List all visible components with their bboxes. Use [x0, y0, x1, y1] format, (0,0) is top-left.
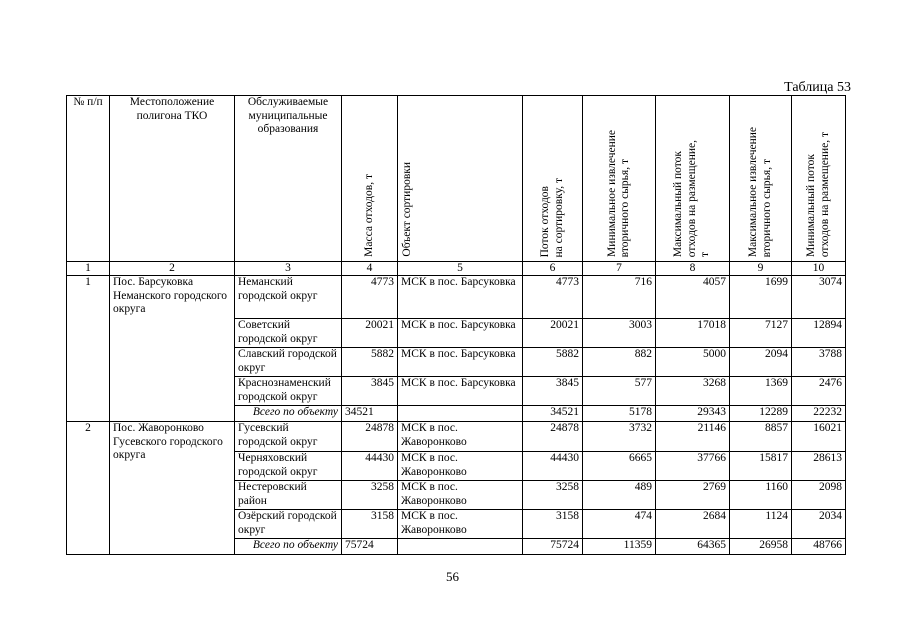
header-number: № п/п: [67, 96, 110, 262]
max-disposal-flow: 2684: [656, 510, 730, 539]
waste-mass: 20021: [342, 319, 398, 348]
municipality: Советский городской округ: [235, 319, 342, 348]
max-extraction: 7127: [730, 319, 792, 348]
min-disposal-flow: 3788: [792, 348, 846, 377]
max-extraction: 15817: [730, 452, 792, 481]
column-number: 6: [523, 262, 583, 276]
total-max-extraction: 12289: [730, 406, 792, 422]
total-label: Всего по объекту: [235, 539, 342, 555]
header-line: Максимальное извлечение: [747, 126, 759, 257]
municipality: Краснознаменский городской округ: [235, 377, 342, 406]
max-extraction: 1124: [730, 510, 792, 539]
header-municipalities: Обслуживаемые муниципальные образования: [235, 96, 342, 262]
sorting-facility: МСК в пос. Жаворонково: [398, 422, 523, 452]
header-min-extraction: [583, 96, 656, 262]
header-min-disposal-flow: [792, 96, 846, 262]
max-disposal-flow: 37766: [656, 452, 730, 481]
column-number: 9: [730, 262, 792, 276]
total-sorting-flow: 34521: [523, 406, 583, 422]
sorting-facility: МСК в пос. Жаворонково: [398, 510, 523, 539]
sorting-flow: 3845: [523, 377, 583, 406]
max-disposal-flow: 3268: [656, 377, 730, 406]
max-extraction: 1160: [730, 481, 792, 510]
header-line: Минимальный поток: [805, 154, 817, 257]
header-line: т: [699, 251, 712, 257]
total-empty-cell: [398, 539, 523, 555]
sorting-facility: МСК в пос. Барсуковка: [398, 276, 523, 319]
header-line: вторичного сырья, т: [619, 158, 631, 257]
header-waste-mass: [342, 96, 398, 262]
header-line: Поток отходов: [539, 185, 551, 257]
table-row: [67, 422, 846, 452]
municipality: Славский городской округ: [235, 348, 342, 377]
total-min-extraction: 11359: [583, 539, 656, 555]
max-disposal-flow: 2769: [656, 481, 730, 510]
row-number: 1: [67, 276, 110, 422]
min-disposal-flow: 28613: [792, 452, 846, 481]
municipality: Озёрский городской округ: [235, 510, 342, 539]
total-max-extraction: 26958: [730, 539, 792, 555]
total-waste-mass: 75724: [342, 539, 398, 555]
table-row: [67, 276, 846, 319]
sorting-flow: 20021: [523, 319, 583, 348]
header-sorting-facility: [398, 96, 523, 262]
sorting-flow: 4773: [523, 276, 583, 319]
header-sorting-facility-text: Объект сортировки: [401, 162, 413, 257]
total-max-disposal-flow: 64365: [656, 539, 730, 555]
column-number: 1: [67, 262, 110, 276]
waste-mass: 3158: [342, 510, 398, 539]
table-caption: Таблица 53: [784, 80, 851, 95]
min-extraction: 882: [583, 348, 656, 377]
min-disposal-flow: 2098: [792, 481, 846, 510]
sorting-facility: МСК в пос. Жаворонково: [398, 452, 523, 481]
header-line: отходов на размещение, т: [818, 131, 831, 257]
column-number: 10: [792, 262, 846, 276]
min-disposal-flow: 16021: [792, 422, 846, 452]
min-disposal-flow: 12894: [792, 319, 846, 348]
total-min-extraction: 5178: [583, 406, 656, 422]
total-empty-cell: [398, 406, 523, 422]
waste-mass: 5882: [342, 348, 398, 377]
min-disposal-flow: 2034: [792, 510, 846, 539]
waste-mass: 4773: [342, 276, 398, 319]
total-min-disposal-flow: 22232: [792, 406, 846, 422]
sorting-flow: 3258: [523, 481, 583, 510]
header-line: Минимальное извлечение: [605, 130, 618, 257]
column-number: 3: [235, 262, 342, 276]
sorting-facility: МСК в пос. Барсуковка: [398, 377, 523, 406]
sorting-facility: МСК в пос. Барсуковка: [398, 348, 523, 377]
header-waste-mass-text: Масса отходов, т: [362, 174, 375, 257]
min-extraction: 489: [583, 481, 656, 510]
total-sorting-flow: 75724: [523, 539, 583, 555]
max-disposal-flow: 17018: [656, 319, 730, 348]
min-extraction: 3003: [583, 319, 656, 348]
sorting-facility: МСК в пос. Жаворонково: [398, 481, 523, 510]
header-sorting-flow: [523, 96, 583, 262]
max-extraction: 8857: [730, 422, 792, 452]
column-number: 7: [583, 262, 656, 276]
header-line: вторичного сырья, т: [760, 158, 773, 257]
municipality: Неманский городской округ: [235, 276, 342, 319]
min-extraction: 577: [583, 377, 656, 406]
municipality: Нестеровский район: [235, 481, 342, 510]
max-extraction: 1699: [730, 276, 792, 319]
waste-mass: 44430: [342, 452, 398, 481]
sorting-flow: 5882: [523, 348, 583, 377]
total-waste-mass: 34521: [342, 406, 398, 422]
header-location: Местоположение полигона ТКО: [110, 96, 235, 262]
page-number: 56: [446, 569, 459, 584]
max-disposal-flow: 5000: [656, 348, 730, 377]
sorting-flow: 3158: [523, 510, 583, 539]
header-line: отходов на размещение,: [685, 139, 698, 257]
waste-mass: 24878: [342, 422, 398, 452]
landfill-location: Пос. Жаворонково Гусевского городского округа: [110, 422, 235, 555]
column-number: 4: [342, 262, 398, 276]
municipality: Гусевский городской округ: [235, 422, 342, 452]
landfill-location: Пос. Барсуковка Неманского городского округа: [110, 276, 235, 422]
min-extraction: 3732: [583, 422, 656, 452]
header-line: Максимальный поток: [672, 150, 685, 257]
min-extraction: 474: [583, 510, 656, 539]
sorting-facility: МСК в пос. Барсуковка: [398, 319, 523, 348]
column-number: 8: [656, 262, 730, 276]
municipality: Черняховский городской округ: [235, 452, 342, 481]
min-disposal-flow: 2476: [792, 377, 846, 406]
waste-mass: 3258: [342, 481, 398, 510]
row-number: 2: [67, 422, 110, 555]
min-disposal-flow: 3074: [792, 276, 846, 319]
max-disposal-flow: 4057: [656, 276, 730, 319]
waste-mass: 3845: [342, 377, 398, 406]
max-extraction: 2094: [730, 348, 792, 377]
column-number: 5: [398, 262, 523, 276]
min-extraction: 716: [583, 276, 656, 319]
header-line: на сортировку, т: [552, 177, 565, 257]
column-number: 2: [110, 262, 235, 276]
min-extraction: 6665: [583, 452, 656, 481]
max-extraction: 1369: [730, 377, 792, 406]
sorting-flow: 44430: [523, 452, 583, 481]
header-max-extraction: [730, 96, 792, 262]
total-max-disposal-flow: 29343: [656, 406, 730, 422]
data-table: [66, 95, 846, 555]
total-min-disposal-flow: 48766: [792, 539, 846, 555]
max-disposal-flow: 21146: [656, 422, 730, 452]
header-max-disposal-flow: [656, 96, 730, 262]
total-label: Всего по объекту: [235, 406, 342, 422]
sorting-flow: 24878: [523, 422, 583, 452]
